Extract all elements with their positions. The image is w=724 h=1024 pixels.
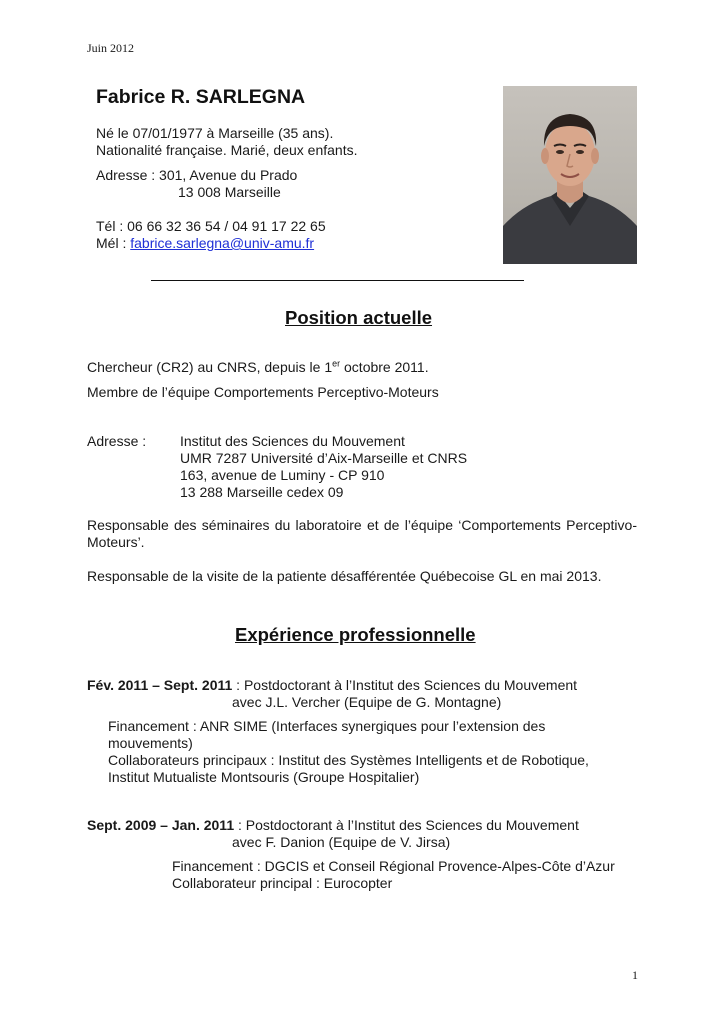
experience-supervisor: avec F. Danion (Equipe de V. Jirsa) — [232, 834, 451, 850]
experience-detail: Institut Mutualiste Montsouris (Groupe Hospitalier) — [108, 769, 420, 785]
work-address-line: UMR 7287 Université d’Aix-Marseille et CNRS — [180, 450, 468, 466]
portrait-illustration — [503, 86, 637, 264]
section-title-experience: Expérience professionnelle — [235, 624, 476, 645]
page-number: 1 — [632, 968, 638, 982]
work-address-line: Institut des Sciences du Mouvement — [180, 433, 405, 449]
work-address-line: 13 288 Marseille cedex 09 — [180, 484, 344, 500]
birth-info: Né le 07/01/1977 à Marseille (35 ans). — [96, 125, 334, 141]
work-address-line: 163, avenue de Luminy - CP 910 — [180, 467, 385, 483]
person-name: Fabrice R. SARLEGNA — [96, 86, 306, 108]
experience-detail: Collaborateurs principaux : Institut des Systèmes Intelligents et de Robotique, — [108, 752, 589, 768]
nationality-info: Nationalité française. Marié, deux enfants. — [96, 142, 358, 158]
email-link[interactable]: fabrice.sarlegna@univ-amu.fr — [130, 235, 315, 251]
experience-period: Sept. 2009 – Jan. 2011 — [87, 817, 235, 833]
experience-entry-header — [87, 817, 579, 834]
experience-entry-header — [87, 677, 577, 694]
page-date: Juin 2012 — [87, 41, 135, 55]
email-label: Mél : — [96, 235, 131, 251]
portrait-photo — [503, 86, 637, 264]
experience-role: : Postdoctorant à l’Institut des Sciences du Mouvement — [234, 817, 579, 833]
current-position — [87, 359, 429, 376]
header-divider — [151, 280, 524, 281]
team-membership: Membre de l’équipe Comportements Perceptivo-Moteurs — [87, 384, 439, 400]
home-address-city: 13 008 Marseille — [178, 184, 281, 200]
ordinal-superscript: er — [332, 358, 341, 369]
experience-detail: Financement : ANR SIME (Interfaces synergiques pour l’extension des — [108, 718, 546, 734]
responsibility-seminars: Responsable des séminaires du laboratoire et de l’équipe ‘Comportements Perceptivo-Moteurs’. — [87, 517, 637, 550]
experience-detail: Financement : DGCIS et Conseil Régional Provence-Alpes-Côte d’Azur — [172, 858, 615, 874]
home-address: Adresse : 301, Avenue du Prado — [96, 167, 298, 183]
phone-numbers: Tél : 06 66 32 36 54 / 04 91 17 22 65 — [96, 218, 326, 234]
current-position-text: Chercheur (CR2) au CNRS, depuis le 1 — [87, 359, 333, 375]
responsibility-visit: Responsable de la visite de la patiente désafférentée Québecoise GL en mai 2013. — [87, 568, 602, 584]
current-position-date: octobre 2011. — [340, 359, 429, 375]
experience-detail: Collaborateur principal : Eurocopter — [172, 875, 393, 891]
experience-role: : Postdoctorant à l’Institut des Sciences du Mouvement — [232, 677, 578, 693]
experience-period: Fév. 2011 – Sept. 2011 — [87, 677, 233, 693]
work-address-label: Adresse : — [87, 433, 147, 449]
experience-supervisor: avec J.L. Vercher (Equipe de G. Montagne) — [232, 694, 502, 710]
section-title-position: Position actuelle — [285, 307, 433, 328]
email-line — [96, 235, 314, 252]
experience-detail: mouvements) — [108, 735, 193, 751]
